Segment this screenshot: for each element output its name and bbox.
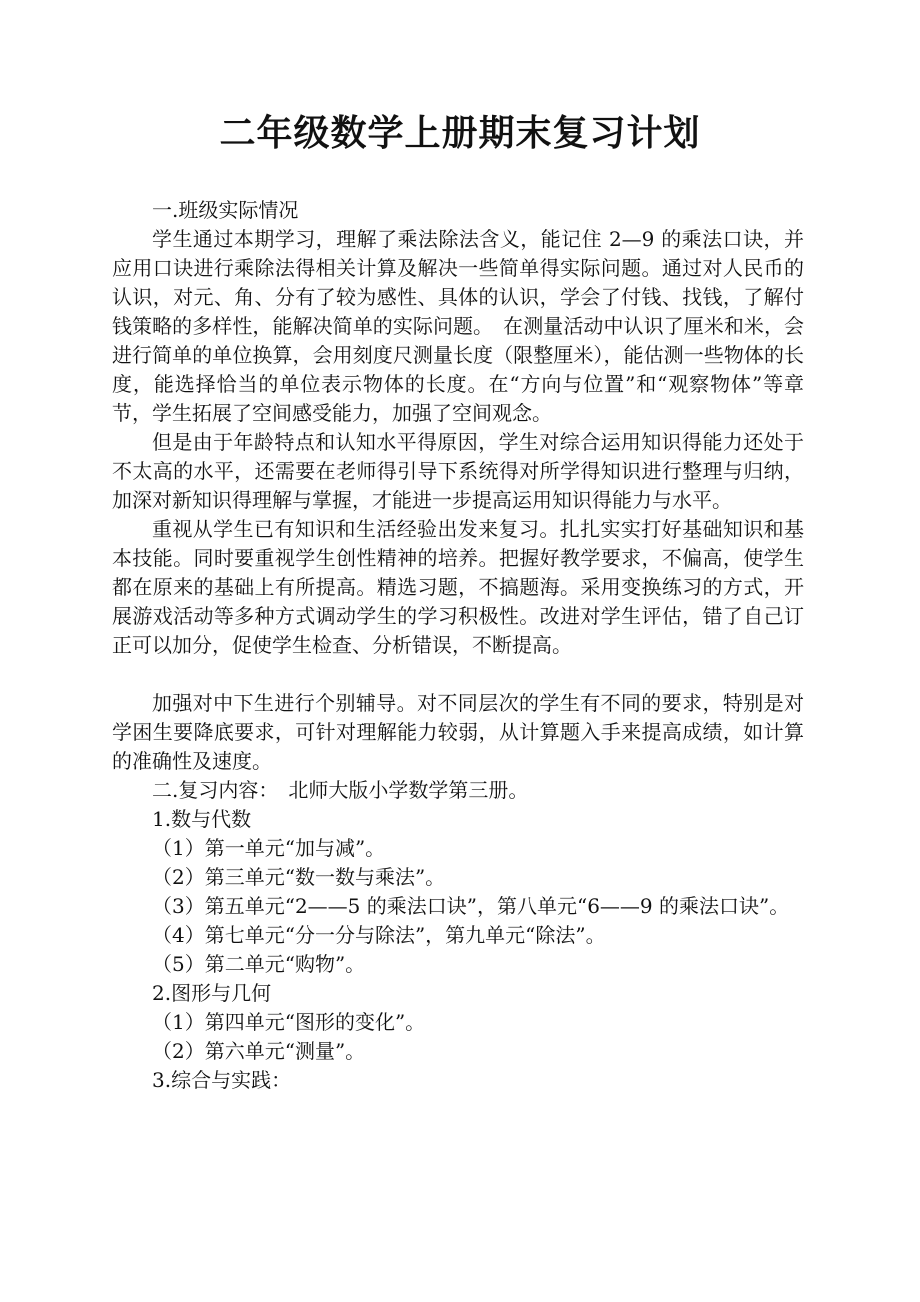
list-item: （4）第七单元“分一分与除法”，第九单元“除法”。 xyxy=(152,923,606,947)
list-item: （3）第五单元“2——5 的乘法口诀”，第八单元“6——9 的乘法口诀”。 xyxy=(152,894,790,918)
paragraph-spacer xyxy=(112,660,804,689)
list-item: （2）第六单元“测量”。 xyxy=(152,1039,366,1063)
list-item: （1）第四单元“图形的变化”。 xyxy=(152,1010,426,1034)
section-heading-review-content: 二.复习内容： 北师大版小学数学第三册。 xyxy=(152,778,529,802)
list-item: （1）第一单元“加与减”。 xyxy=(152,836,386,860)
subsection-number-algebra: 1.数与代数 xyxy=(152,807,252,831)
document-title: 二年级数学上册期末复习计划 xyxy=(219,113,701,154)
document-body xyxy=(112,196,804,1095)
paragraph-tutoring: 加强对中下生进行个别辅导。对不同层次的学生有不同的要求，特别是对学困生要降底要求，可针对理解能力较弱，从计算题入手来提高成绩，如计算的准确性及速度。 xyxy=(112,691,804,773)
paragraph-learning-summary: 学生通过本期学习，理解了乘法除法含义，能记住 2—9 的乘法口诀，并应用口诀进行乘除法得相关计算及解决一些简单得实际问题。通过对人民币的认识，对元、角、分有了较为感性、具体的认识，学会了付钱、找钱，了解付钱策略的多样性，能解决简单的实际问题。 在测量活动中认识了厘米和米，会进行简单的单位换算，会用刻度尺测量长度（限整厘米），能估测一些物体的长度，能选择恰当的单位表示物体的长度。在“方向与位置”和“观察物体”等章节，学生拓展了空间感受能力，加强了空间观念。 xyxy=(112,227,804,425)
paragraph-ability-level: 但是由于年龄特点和认知水平得原因，学生对综合运用知识得能力还处于不太高的水平，还需要在老师得引导下系统得对所学得知识进行整理与归纳，加深对新知识得理解与掌握，才能进一步提高运用知识得能力与水平。 xyxy=(112,430,804,512)
list-item: （5）第二单元“购物”。 xyxy=(152,952,366,976)
subsection-geometry: 2.图形与几何 xyxy=(152,981,272,1005)
section-heading-class-situation: 一.班级实际情况 xyxy=(152,198,299,222)
paragraph-review-approach: 重视从学生已有知识和生活经验出发来复习。扎扎实实打好基础知识和基本技能。同时要重视学生创性精神的培养。把握好教学要求，不偏高，使学生都在原来的基础上有所提高。精选习题，不搞题海。采用变换练习的方式，开展游戏活动等多种方式调动学生的学习积极性。改进对学生评估，错了自己订正可以加分，促使学生检查、分析错误，不断提高。 xyxy=(112,517,804,657)
subsection-practice: 3.综合与实践： xyxy=(152,1068,292,1092)
list-item: （2）第三单元“数一数与乘法”。 xyxy=(152,865,446,889)
